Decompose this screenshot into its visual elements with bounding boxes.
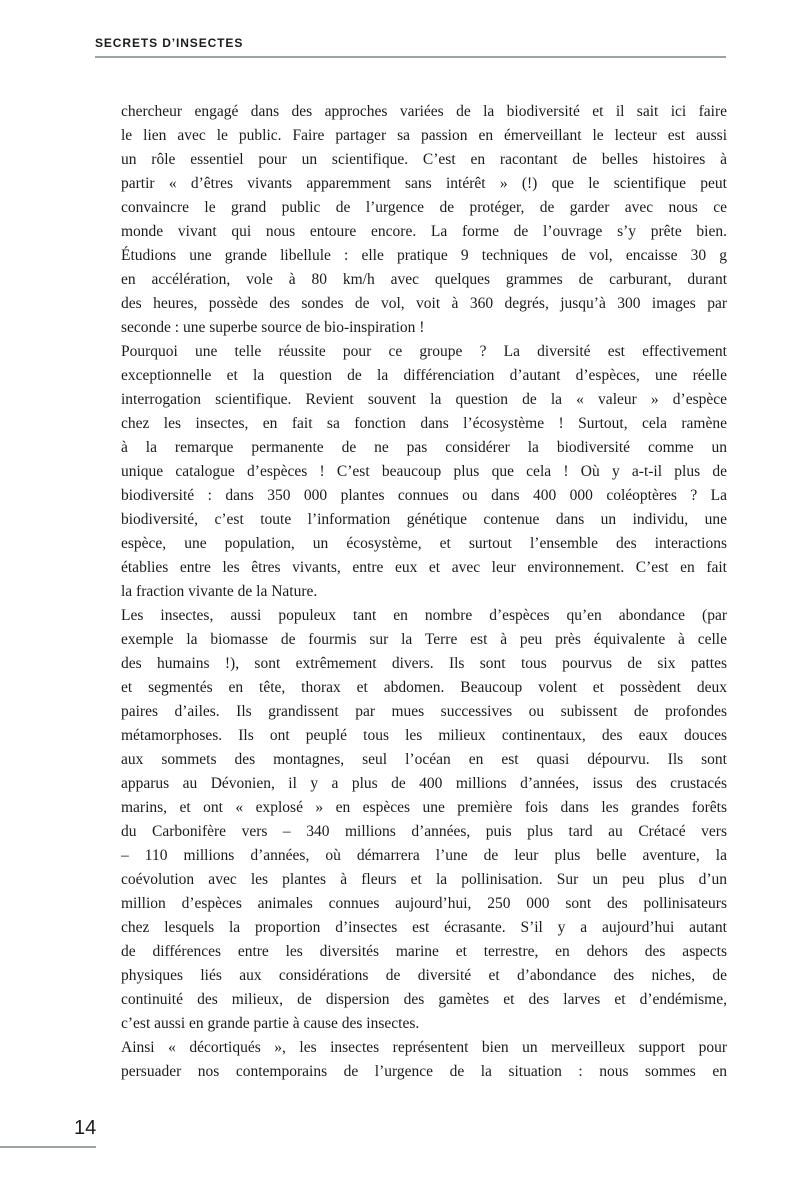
text-line: biodiversité : dans 350 000 plantes connues ou dans 400 000 coléoptères ? La — [121, 487, 727, 504]
text-line: le lien avec le public. Faire partager sa passion en émerveillant le lecteur est aussi — [121, 127, 727, 144]
text-line: partir « d’êtres vivants apparemment sans intérêt » (!) que le scientifique peut — [121, 175, 727, 192]
text-line: espèce, une population, un écosystème, et surtout l’ensemble des interactions — [121, 535, 727, 552]
text-line: Étudions une grande libellule : elle pratique 9 techniques de vol, encaisse 30 g — [121, 247, 727, 264]
text-line: un rôle essentiel pour un scientifique. C’est en racontant de belles histoires à — [121, 151, 727, 168]
paragraph — [121, 100, 727, 340]
body-text — [121, 100, 727, 1084]
text-line: exemple la biomasse de fourmis sur la Terre est à peu près équivalente à celle — [121, 631, 727, 648]
text-line: apparus au Dévonien, il y a plus de 400 millions d’années, issus des crustacés — [121, 775, 727, 792]
header-rule — [95, 56, 726, 58]
paragraph — [121, 604, 727, 1036]
text-line: Ainsi « décortiqués », les insectes représentent bien un merveilleux support pour — [121, 1039, 727, 1056]
text-line: interrogation scientifique. Revient souvent la question de la « valeur » d’espèce — [121, 391, 727, 408]
paragraph — [121, 340, 727, 604]
text-line: métamorphoses. Ils ont peuplé tous les milieux continentaux, des eaux douces — [121, 727, 727, 744]
text-line: du Carbonifère vers – 340 millions d’années, puis plus tard au Crétacé vers — [121, 823, 727, 840]
text-line: des humains !), sont extrêmement divers. Ils sont tous pourvus de six pattes — [121, 655, 727, 672]
text-line: et segmentés en tête, thorax et abdomen. Beaucoup volent et possèdent deux — [121, 679, 727, 696]
running-header-title: SECRETS D’INSECTES — [95, 36, 244, 50]
text-line: chercheur engagé dans des approches variées de la biodiversité et il sait ici faire — [121, 103, 727, 120]
text-line: chez lesquels la proportion d’insectes est écrasante. S’il y a aujourd’hui autant — [121, 919, 727, 936]
text-line: exceptionnelle et la question de la différenciation d’autant d’espèces, une réelle — [121, 367, 727, 384]
text-line: en accélération, vole à 80 km/h avec quelques grammes de carburant, durant — [121, 271, 727, 288]
text-line: paires d’ailes. Ils grandissent par mues successives ou subissent de profondes — [121, 703, 727, 720]
text-line: biodiversité, c’est toute l’information génétique contenue dans un individu, une — [121, 511, 727, 528]
text-line: aux sommets des montagnes, seul l’océan en est quasi dépourvu. Ils sont — [121, 751, 727, 768]
text-line: coévolution avec les plantes à fleurs et la pollinisation. Sur un peu plus d’un — [121, 871, 727, 888]
text-line: physiques liés aux considérations de diversité et d’abondance des niches, de — [121, 967, 727, 984]
text-line: million d’espèces animales connues aujourd’hui, 250 000 sont des pollinisateurs — [121, 895, 727, 912]
text-line: – 110 millions d’années, où démarrera l’une de leur plus belle aventure, la — [121, 847, 727, 864]
text-line: Pourquoi une telle réussite pour ce groupe ? La diversité est effectivement — [121, 343, 727, 360]
text-line: des heures, possède des sondes de vol, voit à 360 degrés, jusqu’à 300 images par — [121, 295, 727, 312]
text-line: c’est aussi en grande partie à cause des insectes. — [121, 1015, 420, 1032]
text-line: seconde : une superbe source de bio-inspiration ! — [121, 319, 425, 336]
text-line: monde vivant qui nous entoure encore. La forme de l’ouvrage s’y prête bien. — [121, 223, 727, 240]
text-line: marins, et ont « explosé » en espèces une première fois dans les grandes forêts — [121, 799, 727, 816]
text-line: unique catalogue d’espèces ! C’est beaucoup plus que cela ! Où y a-t-il plus de — [121, 463, 727, 480]
text-line: à la remarque permanente de ne pas considérer la biodiversité comme un — [121, 439, 727, 456]
text-line: établies entre les êtres vivants, entre eux et avec leur environnement. C’est en fait — [121, 559, 727, 576]
text-line: persuader nos contemporains de l’urgence de la situation : nous sommes en — [121, 1063, 727, 1080]
text-line: Les insectes, aussi populeux tant en nombre d’espèces qu’en abondance (par — [121, 607, 727, 624]
paragraph — [121, 1036, 727, 1084]
text-line: de différences entre les diversités marine et terrestre, en dehors des aspects — [121, 943, 727, 960]
text-line: continuité des milieux, de dispersion des gamètes et des larves et d’endémisme, — [121, 991, 727, 1008]
text-line: la fraction vivante de la Nature. — [121, 583, 318, 600]
footer-rule — [0, 1146, 96, 1148]
text-line: convaincre le grand public de l’urgence de protéger, de garder avec nous ce — [121, 199, 727, 216]
page-number: 14 — [74, 1117, 97, 1139]
text-line: chez les insectes, en fait sa fonction dans l’écosystème ! Surtout, cela ramène — [121, 415, 727, 432]
